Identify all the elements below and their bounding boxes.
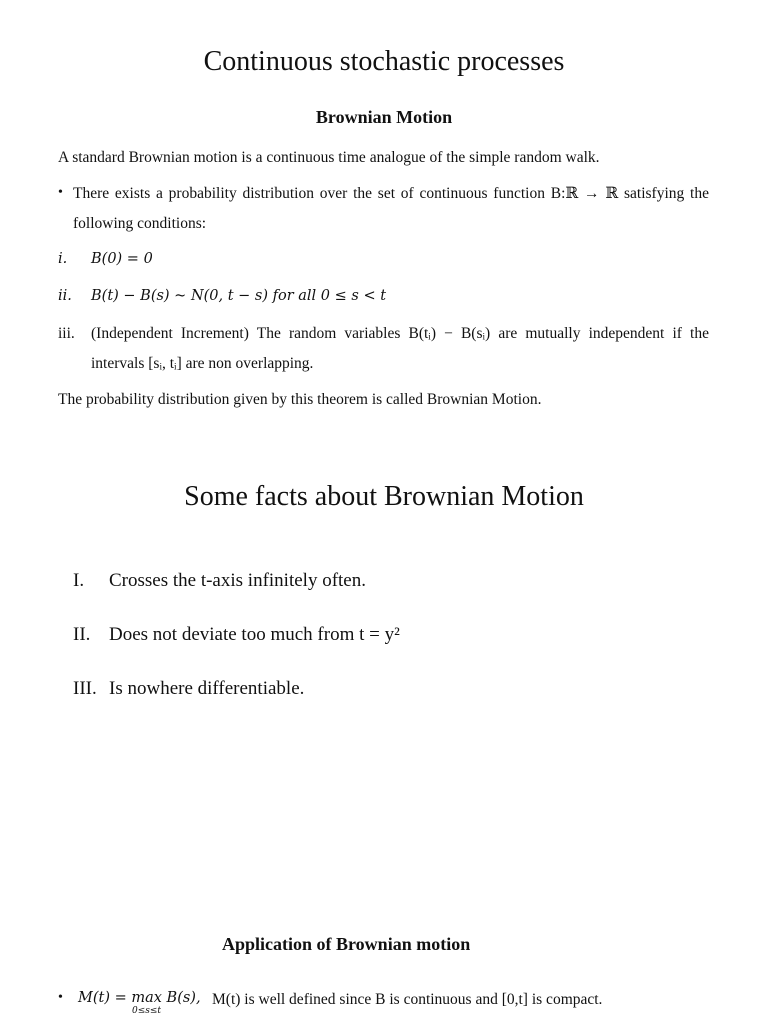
condition-1-label: i.	[58, 251, 68, 267]
section-heading-brownian-motion: Brownian Motion	[315, 107, 453, 127]
fact-3-text: Is nowhere differentiable.	[109, 678, 305, 699]
condition-3-line-1: (Independent Increment) The random variables B(tᵢ) − B(sᵢ) are mutually independent if the	[91, 325, 709, 342]
condition-2-formula: B(t) − B(s) ~ N(0, t − s) for all 0 ≤ s < t	[91, 288, 387, 304]
intro-paragraph: A standard Brownian motion is a continuous time analogue of the simple random walk.	[58, 149, 600, 166]
condition-3-line-2: intervals [sᵢ, tᵢ] are non overlapping.	[91, 355, 314, 372]
max-formula: M(t) = max B(s),	[78, 990, 201, 1006]
bullet-line-1: There exists a probability distribution over the set of continuous function B:ℝ → ℝ satisfying the	[73, 185, 709, 202]
fact-3-numeral: III.	[73, 678, 97, 699]
fact-2-text: Does not deviate too much from t = y²	[109, 624, 400, 645]
page-title: Continuous stochastic processes	[203, 46, 565, 77]
application-bullet-text: M(t) is well defined since B is continuous and [0,t] is compact.	[212, 991, 603, 1008]
fact-2-numeral: II.	[73, 624, 91, 645]
closing-paragraph: The probability distribution given by this theorem is called Brownian Motion.	[58, 391, 542, 408]
condition-2-label: ii.	[58, 288, 72, 304]
bullet-icon: •	[58, 990, 63, 1005]
bullet-line-2: following conditions:	[73, 215, 207, 232]
section-heading-application: Application of Brownian motion	[222, 934, 471, 954]
fact-1-numeral: I.	[73, 570, 85, 591]
condition-1-formula: B(0) = 0	[91, 251, 153, 267]
bullet-icon: •	[58, 185, 63, 200]
condition-3-label: iii.	[58, 325, 75, 342]
max-formula-subscript: 0≤s≤t	[132, 1006, 162, 1016]
fact-1-text: Crosses the t-axis infinitely often.	[109, 570, 366, 591]
section-heading-facts: Some facts about Brownian Motion	[184, 481, 584, 512]
